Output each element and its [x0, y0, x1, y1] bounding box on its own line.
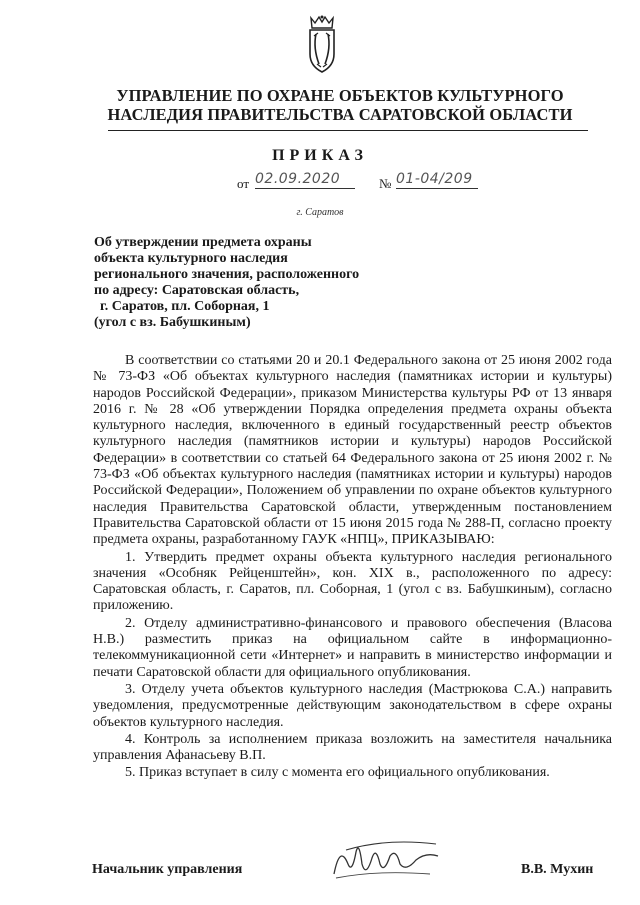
subject-line: по адресу: Саратовская область,	[94, 283, 300, 298]
signatory-name: В.В. Мухин	[521, 862, 594, 877]
subject-line: (угол с вз. Бабушкиным)	[94, 315, 251, 330]
handwritten-signature	[326, 834, 446, 884]
organization-name-line-1: УПРАВЛЕНИЕ ПО ОХРАНЕ ОБЪЕКТОВ КУЛЬТУРНОГО	[116, 86, 564, 105]
date-label: от	[237, 176, 250, 191]
order-item-2: 2. Отделу административно-финансового и правового обеспечения (Власова Н.В.) разместить приказ на официальном сайте в информационно-телекоммуникационной сети «Интернет» и направить в министерство информации и печати Саратовской области для официального опубликования.	[93, 615, 612, 680]
order-date: 02.09.2020	[255, 171, 355, 189]
order-item-4: 4. Контроль за исполнением приказа возложить на заместителя начальника управления Афанасьеву В.П.	[93, 731, 612, 764]
organization-name-line-2: НАСЛЕДИЯ ПРАВИТЕЛЬСТВА САРАТОВСКОЙ ОБЛАСТИ	[107, 105, 573, 124]
signatory-position: Начальник управления	[92, 862, 243, 877]
order-subject	[94, 235, 359, 331]
preamble-paragraph: В соответствии со статьями 20 и 20.1 Федерального закона от 25 июня 2002 года № 73-ФЗ «Об объектах культурного наследия (памятниках истории и культуры) народов Российской Федерации», приказом Министерства культуры РФ от 13 января 2016 г. № 28 «Об утверждении Порядка определения предмета охраны объекта культурного наследия, включенного в единый государственный реестр объектов культурного наследия (памятников истории и культуры) народов Российской Федерации» в соответствии со статьей 64 Федерального закона от 25 июня 2002 г. № 73-ФЗ «Об объектах культурного наследия (памятниках истории и культуры) народов Российской Федерации», Положением об управлении по охране объектов культурного наследия Правительства Саратовской области, утвержденным постановлением Правительства Саратовской области от 15 июня 2015 года № 288-П, согласно проекту предмета охраны, разработанному ГАУК «НПЦ», ПРИКАЗЫВАЮ:	[93, 353, 612, 548]
order-item-3: 3. Отделу учета объектов культурного наследия (Мастрюкова С.А.) направить уведомления, предусмотренные действующим законодательством в сфере охраны объектов культурного наследия.	[93, 681, 612, 730]
order-body	[93, 353, 612, 782]
order-item-5: 5. Приказ вступает в силу с момента его официального опубликования.	[125, 765, 550, 781]
issue-city: г. Саратов	[296, 207, 344, 218]
number-label: №	[379, 176, 392, 191]
saratov-oblast-coat-of-arms-icon	[302, 14, 342, 76]
order-item-1: 1. Утвердить предмет охраны объекта культурного наследия регионального значения «Особняк Рейценштейн», кон. XIX в., расположенного по адресу: Саратовская область, г. Саратов, пл. Соборная, 1 (угол с вз. Бабушкиным), согласно приложению.	[93, 549, 612, 614]
subject-line: г. Саратов, пл. Соборная, 1	[100, 299, 270, 314]
subject-line: регионального значения, расположенного	[94, 267, 360, 282]
header-divider	[108, 130, 588, 131]
document-title: ПРИКАЗ	[272, 147, 368, 164]
order-number: 01-04/209	[396, 171, 478, 189]
subject-line: объекта культурного наследия	[94, 251, 288, 266]
subject-line: Об утверждении предмета охраны	[94, 235, 312, 250]
